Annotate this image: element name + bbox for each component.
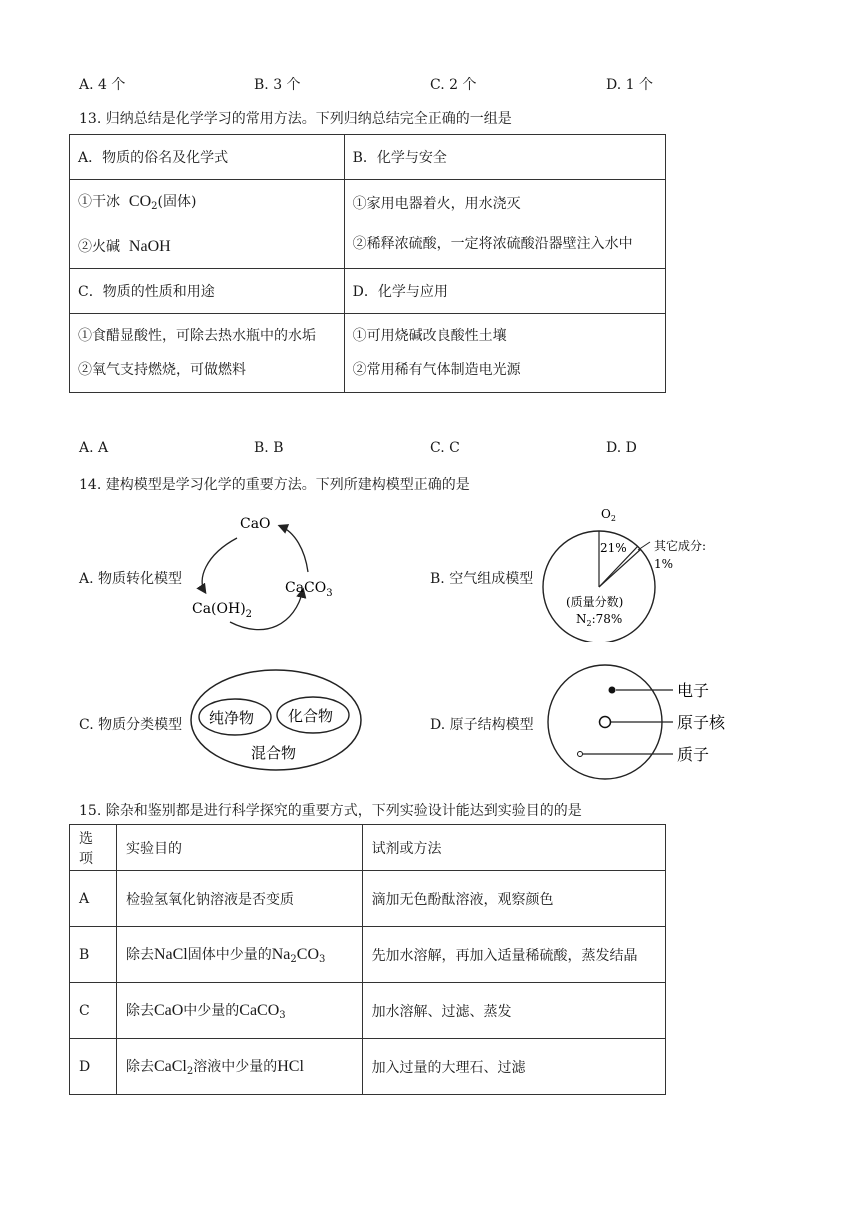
svg-text:Ca(OH)2: $Ca(OH)_2$ [192, 601, 253, 620]
svg-text:N2:78%: $N_2:78\%$ [576, 612, 623, 628]
q14-c-classification-diagram [188, 666, 368, 778]
q15-row-a-option: A [70, 871, 117, 927]
q12-option-c: C. 2 个 [430, 77, 477, 93]
electron-dot [609, 687, 616, 694]
q13-option-c: C. C [430, 440, 460, 456]
pie-label-n2: N [576, 612, 587, 626]
q13-option-a: A. A [79, 440, 109, 456]
pie-label-mass: (质量分数) [566, 595, 624, 609]
q14-stem: 14. 建构模型是学习化学的重要方法。下列所建构模型正确的是 [79, 477, 470, 493]
q14-c-label: C. 物质分类模型 [79, 717, 183, 733]
q13-cell-d-body: ①可用烧碱改良酸性土壤 ②常用稀有气体制造电光源 [344, 314, 665, 393]
q13-option-d: D. D [606, 440, 637, 456]
q12-option-d: D. 1 个 [606, 77, 653, 93]
q13-cell-c-title: C．物质的性质和用途 [70, 269, 345, 314]
label-caco3: CaCO [285, 580, 327, 596]
q15-row-a-method: 滴加无色酚酞溶液，观察颜色 [362, 871, 665, 927]
q13-table [69, 134, 666, 393]
q13-stem: 13. 归纳总结是化学学习的常用方法。下列归纳总结完全正确的一组是 [79, 111, 512, 127]
label-cao: CaO [240, 516, 271, 532]
q13-cell-c-body: ①食醋显酸性，可除去热水瓶中的水垢 ②氧气支持燃烧，可做燃料 [70, 314, 345, 393]
q14-b-label: B. 空气组成模型 [430, 571, 534, 587]
pie-label-21: 21% [600, 541, 627, 555]
q13-cell-a-title: A．物质的俗名及化学式 [70, 135, 345, 180]
q13-cell-b-title: B．化学与安全 [344, 135, 665, 180]
q15-header-method: 试剂或方法 [362, 825, 665, 871]
q15-stem: 15. 除杂和鉴别都是进行科学探究的重要方式，下列实验设计能达到实验目的的是 [79, 803, 582, 819]
q15-row-b-goal: 除去NaCl固体中少量的$Na_2CO_3$ [116, 927, 362, 983]
q15-row-c-method: 加水溶解、过滤、蒸发 [362, 983, 665, 1039]
pie-label-o2: O [601, 507, 611, 521]
proton-dot [578, 752, 583, 757]
q15-row-a-goal: 检验氢氧化钠溶液是否变质 [116, 871, 362, 927]
q14-d-label: D. 原子结构模型 [430, 717, 534, 733]
label-electron: 电子 [677, 681, 710, 700]
q15-row-d-goal: 除去CaCl$_2$溶液中少量的HCl [116, 1039, 362, 1095]
label-proton: 质子 [677, 745, 710, 764]
pie-label-other: 其它成分: [654, 539, 707, 553]
q15-row-c-option: C [70, 983, 117, 1039]
q13-cell-b-body: ①家用电器着火，用水浇灭 ②稀释浓硫酸，一定将浓硫酸沿器壁注入水中 [344, 180, 665, 269]
q13-cell-a-body: ①干冰 $CO_2$(固体) ②火碱 NaOH [70, 180, 345, 269]
svg-text:O2: $O_2$ [601, 507, 616, 523]
arrow-caco3-to-cao [280, 526, 308, 572]
svg-text:CaCO3: CaCO$_3$ [285, 580, 333, 599]
label-nucleus: 原子核 [677, 713, 726, 732]
q12-option-a: A. 4 个 [79, 77, 126, 93]
q15-header-option: 选项 [70, 825, 117, 871]
q15-row-b-method: 先加水溶解，再加入适量稀硫酸，蒸发结晶 [362, 927, 665, 983]
q15-header-goal: 实验目的 [116, 825, 362, 871]
label-mixture: 混合物 [251, 744, 297, 762]
q14-a-transformation-diagram [185, 510, 355, 640]
q13-cell-d-title: D．化学与应用 [344, 269, 665, 314]
pie-label-other-pct: 1% [654, 557, 674, 571]
q14-d-atom-diagram [545, 662, 745, 784]
label-caoh2: Ca(OH) [192, 601, 246, 617]
arrow-cao-to-caoh2 [202, 538, 237, 592]
q14-a-label: A. 物质转化模型 [79, 571, 183, 587]
q15-row-d-option: D [70, 1039, 117, 1095]
q12-option-b: B. 3 个 [254, 77, 301, 93]
q15-row-c-goal: 除去CaO中少量的CaCO$_3$ [116, 983, 362, 1039]
nucleus-dot [600, 717, 611, 728]
q15-table [69, 824, 666, 1095]
q15-row-d-method: 加入过量的大理石、过滤 [362, 1039, 665, 1095]
q15-row-b-option: B [70, 927, 117, 983]
q13-option-b: B. B [254, 440, 284, 456]
label-compound: 化合物 [288, 707, 334, 725]
q14-b-air-pie [538, 502, 738, 642]
label-pure: 纯净物 [209, 709, 255, 727]
